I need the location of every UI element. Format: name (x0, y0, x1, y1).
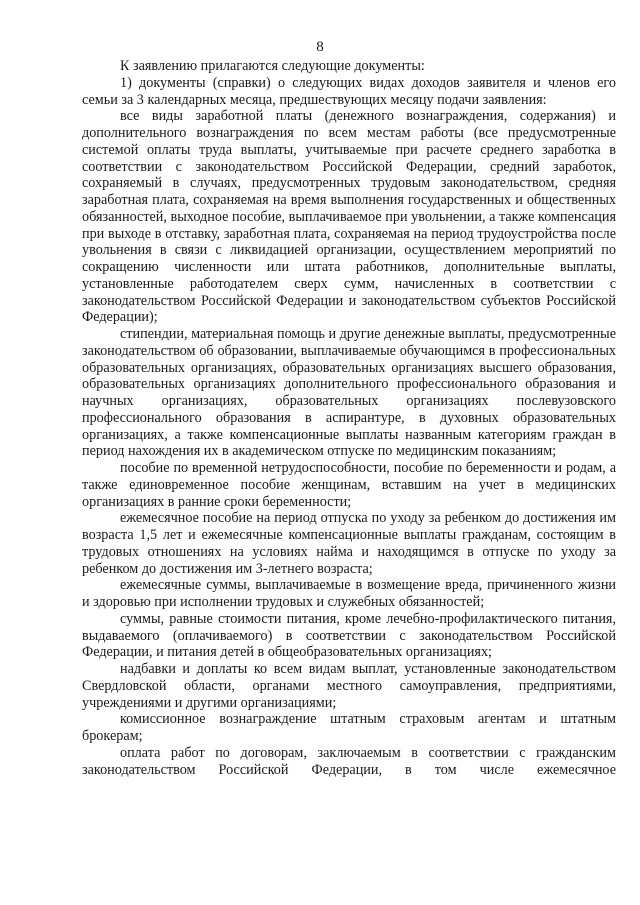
paragraph-sick-leave-benefits: пособие по временной нетрудоспособности, пособие по беременности и родам, а также единовременное пособие женщинам, вставшим на учет в медицинских организациях в ранние сроки беременности; (82, 460, 616, 510)
paragraph-injury-compensation: ежемесячные суммы, выплачиваемые в возмещение вреда, причиненного жизни и здоровью при исполнении трудовых и служебных обязанностей; (82, 577, 616, 610)
paragraph-stipends: стипендии, материальная помощь и другие денежные выплаты, предусмотренные законодательством об образовании, выплачиваемые обучающимся в профессиональных образовательных организациях, образовательных организациях высшего образования, образовательных организациях дополнительного профессионального образования и научных организациях, образовательных организациях послевузовского профессионального образования в аспирантуре, в духовных образовательных организациях, а также компенсационные выплаты названным категориям граждан в период нахождения их в академическом отпуске по медицинским показаниям; (82, 326, 616, 460)
page-number: 8 (316, 39, 324, 55)
list-item-income-documents: 1) документы (справки) о следующих видах доходов заявителя и членов его семьи за 3 календарных месяца, предшествующих месяцу подачи заявления: (82, 74, 616, 108)
paragraph-commission: комиссионное вознаграждение штатным страховым агентам и штатным брокерам; (82, 711, 616, 744)
paragraph-childcare-benefits: ежемесячное пособие на период отпуска по уходу за ребенком до достижения им возраста 1,5 лет и ежемесячные компенсационные выплаты гражданам, состоящим в трудовых отношениях на условиях найма и находящимся в отпуске по уходу за ребенком до достижения им 3-летнего возраста; (82, 510, 616, 577)
document-body (82, 58, 616, 778)
paragraph-allowances: надбавки и доплаты ко всем видам выплат, установленные законодательством Свердловской области, органами местного самоуправления, предприятиями, учреждениями и другими организациями; (82, 661, 616, 711)
paragraph-meal-value: суммы, равные стоимости питания, кроме лечебно-профилактического питания, выдаваемого (оплачиваемого) в соответствии с законодательством Российской Федерации, и питания детей в общеобразовательных организациях; (82, 610, 616, 661)
paragraph-wages: все виды заработной платы (денежного вознаграждения, содержания) и дополнительного вознаграждения по всем местам работы (все предусмотренные системой оплаты труда выплаты, учитываемые при расчете среднего заработка в соответствии с законодательством Российской Федерации, средний заработок, сохраняемый в случаях, предусмотренных трудовым законодательством, средняя заработная плата, сохраняемая на время выполнения государственных и общественных обязанностей, выходное пособие, выплачиваемое при увольнении, а также компенсация при выходе в отставку, заработная плата, сохраняемая на период трудоустройства после увольнения в связи с ликвидацией организации, осуществлением мероприятий по сокращению численности или штата работников, дополнительные выплаты, установленные работодателем сверх сумм, начисленных в соответствии с законодательством Российской Федерации и законодательством субъектов Российской Федерации); (82, 108, 616, 326)
intro-paragraph: К заявлению прилагаются следующие документы: (120, 58, 425, 74)
paragraph-contract-payments: оплата работ по договорам, заключаемым в соответствии с гражданским законодательством Российской Федерации, в том числе ежемесячное (82, 744, 616, 778)
